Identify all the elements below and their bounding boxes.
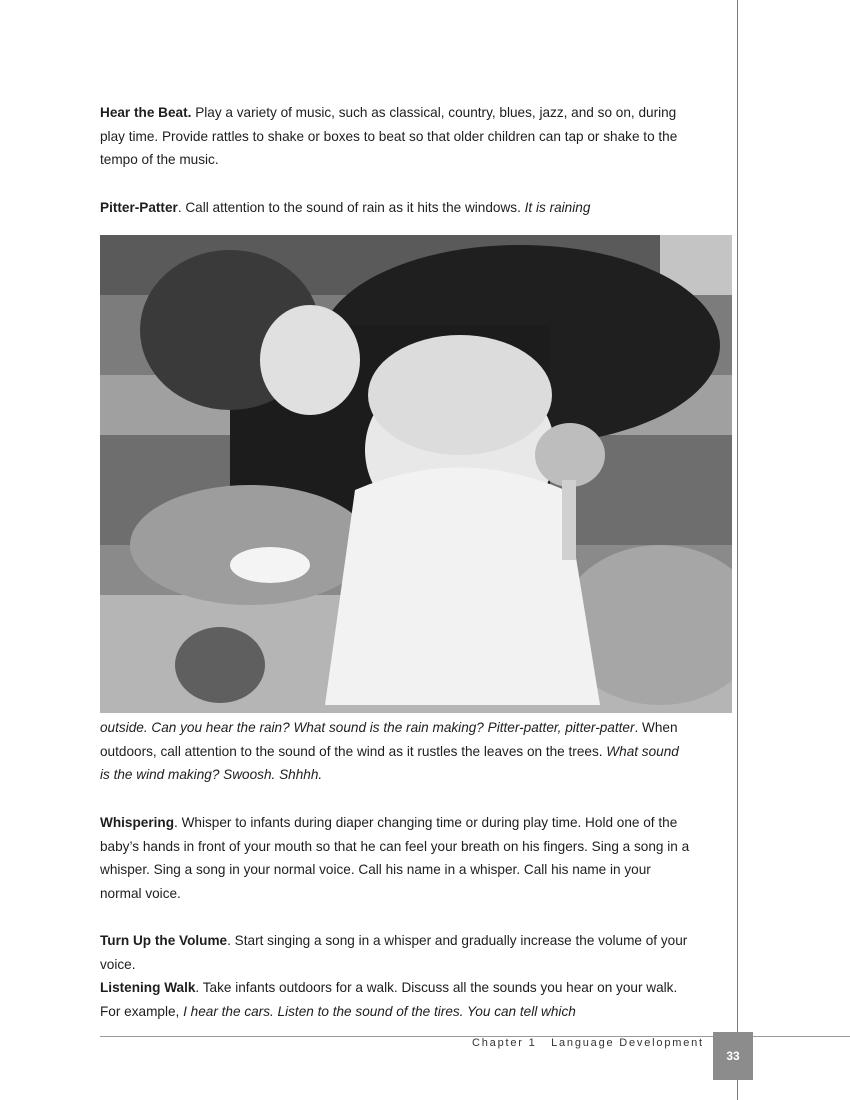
heading-turn-up-volume: Turn Up the Volume: [100, 933, 228, 948]
photo-woman-and-baby-with-rattle: [100, 235, 732, 713]
paragraph-turn-up-volume: Turn Up the Volume. Start singing a song in a whisper and gradually increase the volume of your voice.: [100, 933, 688, 972]
heading-hear-the-beat: Hear the Beat.: [100, 105, 192, 120]
paragraph-pitter-patter-continued: outside. Can you hear the rain? What sound is the rain making? Pitter-patter, pitter-patter. When outdoors, call attention to the sound of the wind as it rustles the leaves on the trees. What sound is the wind making? Swoosh. Shhhh.: [100, 720, 679, 783]
heading-whispering: Whispering: [100, 815, 175, 830]
paragraph-hear-the-beat: Hear the Beat. Play a variety of music, such as classical, country, blues, jazz, and so on, during play time. Provide rattles to shake or boxes to beat so that older children can tap or shake to the tempo of the music.: [100, 105, 678, 168]
paragraph-pitter-patter-intro: Pitter-Patter. Call attention to the sound of rain as it hits the windows. It is raining: [100, 200, 591, 215]
page-number: 33: [713, 1032, 753, 1080]
chapter-label: Chapter 1 Language Development: [472, 1037, 704, 1049]
margin-line: [737, 0, 738, 1100]
paragraph-listening-walk: Listening Walk. Take infants outdoors for a walk. Discuss all the sounds you hear on your walk. For example, I hear the cars. Listen to the sound of the tires. You can tell which: [100, 980, 678, 1019]
heading-pitter-patter: Pitter-Patter: [100, 200, 178, 215]
paragraph-whispering: Whispering. Whisper to infants during diaper changing time or during play time. Hold one of the baby’s hands in front of your mouth so that he can feel your breath on his fingers. Sing a song in a whisper. Sing a song in your normal voice. Call his name in a whisper. Call his name in your normal voice.: [100, 815, 690, 901]
heading-listening-walk: Listening Walk: [100, 980, 196, 995]
